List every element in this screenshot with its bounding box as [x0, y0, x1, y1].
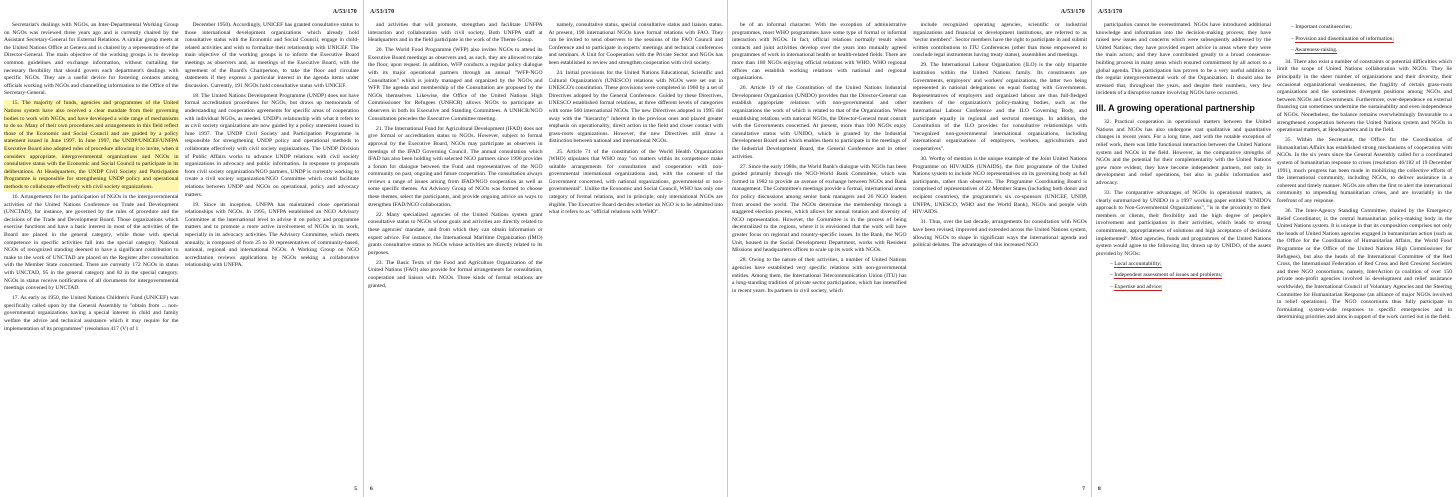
section-heading: III. A growing operational partnership — [1096, 102, 1255, 113]
paragraph: 23. The Basic Texts of the Food and Agriculture Organization of the United Nations (FAO) also provide for formal arrangements for consultation, cooperation and liaison with NGOs. Three kinds of formal relations are granted, — [368, 259, 543, 289]
paragraph: 21. The International Fund for Agricultural Development (IFAD) does not give formal or accreditation status to NGOs. However, subject to formal approval by the Executive Board, NGOs may participate as observers in meetings of the IFAD Governing Council. The annual consultation which IFAD has also been holding with selected NGO partners since 1990 provides a forum for dialogue between the Fund and representatives of the NGO community on past, ongoing and future cooperation. The consultation always reviews a range of issues arising from IFAD/NGO cooperation as well as some specific themes. An Advisory Group of NGOs was formed to choose these themes, select the participants, and provide ongoing advice on ways to strengthen IFAD/NGO collaboration. — [368, 125, 543, 208]
list-item-text: Expertise and advice; — [1114, 284, 1163, 291]
list-item — [1291, 24, 1452, 32]
assets-list-continued — [1277, 24, 1452, 55]
paragraph: participation cannot be overestimated. NGOs have introduced additional knowledge and information into the decision-making process; they have raised new issues and concerns which were subsequently addressed by the United Nations; they have provided expert advice in areas where they were the main actors; and they have contributed greatly to a broad consensus-building process in many areas which ensured commitment by all actors to a global agenda. This participation has proven to be a very useful addition to the regular intergovernmental work of the Organization. It should also be stressed that, throughout the years, and despite their numbers, very few incidents of a disruptive nature involving NGOs have occurred. — [1096, 22, 1271, 97]
paragraph: 34. There also exist a number of constraints or potential difficulties which limit the scope of United Nations collaboration with NGOs. They lie principally in the sheer number of organizations and their diversity, their occasional organizational weaknesses, the fragility of certain grass-roots organizations and the sometimes divergent positions among NGOs and between NGOs and Governments. Furthermore, over-dependence on external financing can sometimes undermine the sustainability and even independence of NGOs. Nonetheless, the balance remains overwhelmingly favourable to a strengthened cooperation between the United Nations system and NGOs in operational matters, at Headquarters and in the field. — [1277, 58, 1452, 134]
list-item — [1110, 284, 1271, 292]
paragraph: 29. The International Labour Organization (ILO) is the only tripartite institution within the United Nations family. Its constituents are Governments, employers' and workers' organizations, the latter two being represented in national delegations on equal footing with Governments. Representatives of employers and organized labour are thus full-fledged members of the organization's policy-making bodies, such as the International Labour Conference and the ILO Governing Body, and participate equally in regional and sectoral meetings. In addition, the Constitution of the ILO provides for consultative relationships with "recognized non-governmental international organizations, including international organizations of employers, workers, agriculturists and cooperatives". — [912, 62, 1087, 152]
assets-list — [1096, 261, 1271, 292]
paragraph: 30. Worthy of mention is the unique example of the Joint United Nations Programme on HIV/AIDS (UNAIDS), the first programme of the United Nations system to include NGO representatives on its governing body as full participants, rather than observers. The Programme Coordinating Board is comprised of representatives of 22 Member States (including both donor and recipient countries), the programme's six co-sponsors (UNICEF, UNDP, UNFPA, UNESCO, WHO and the World Bank), NGOs and people with HIV/AIDS. — [912, 156, 1087, 216]
paragraph: 17. As early as 1950, the United Nations Children's Fund (UNICEF) was specifically called upon by the General Assembly to "obtain from ... non-governmental organizations having a special interest in child and family welfare the advice and technical assistance which it may require for the implementation of its programmes" (resolution 417 (V) of 1 — [4, 295, 179, 332]
column-left — [4, 22, 179, 483]
highlighted-paragraph: 15. The majority of funds, agencies and programmes of the United Nations system have also received a clear mandate from their governing bodies to work with NGOs, and have developed a wide range of mechanisms to do so. Many of their own procedures and arrangements in this field reflect those of the Economic and Social Council and are guided by a policy statement issued in June 1997. In June 1997, the UNDP/UNICEF/UNFPA Executive Board also adopted rules of procedure allowing it to invite, when it considers appropriate, intergovernmental organizations and NGOs in consultative status with the Economic and Social Council to participate in its deliberations. At Headquarters, the UNDP Civil Society and Participation Programme is responsible for strengthening UNDP policy and operational methods to collaborate effectively with civil society organizations. — [4, 100, 179, 190]
page-7 — [728, 0, 1092, 497]
paragraph: 18. The United Nations Development Programme (UNDP) does not have formal accreditation procedures for NGOs, but draws up memoranda of understanding and cooperation agreements for specific areas of cooperation with individual NGOs, as needed. UNDP's relationship with what it refers to as civil society organizations are now guided by a policy statement issued in June 1997. The UNDP Civil Society and Participation Programme is responsible for strengthening UNDP policy and operational methods to collaborate effectively with civil society organizations. The UNDP Division of Public Affairs works to advance UNDP relations with civil society organizations in advocacy and public information. In response to proposals from civil society organization/NGO partners, UNDP is currently working to create a civil society organization/NGO Committee which could facilitate relations between UNDP and NGOs on operational, policy and advocacy matters. — [184, 92, 359, 198]
paragraph: Secretariat's dealings with NGOs, an Inter-Departmental Working Group on NGOs was reviewed three years ago and is currently chaired by the Assistant Secretary-General for External Relations. A similar group meets at the United Nations Office at Geneva and is chaired by a representative of the Director-General. The main objective of the working groups is to develop common guidelines and exchange information, without curtailing the necessary flexibility that should govern each department's dealings with specific NGOs. They are a useful device for fostering contacts among officials working with NGOs and channelling information to the Office of the Secretary-General. — [4, 22, 179, 97]
column-right — [1277, 22, 1452, 483]
page-5 — [0, 0, 364, 497]
page-8 — [1092, 0, 1456, 497]
paragraph: 28. Owing to the nature of their activities, a number of United Nations agencies have established very specific relations with non-governmental entities. Among them, the International Telecommunication Union (ITU) has a long-standing tradition of private sector participation, which has intensified in recent years. Its partners in civil society, which — [732, 257, 907, 294]
paragraph: 31. Thus, over the last decade, arrangements for consultation with NGOs have been revised, improved and extended across the United Nations system, allowing NGOs to shape in significant ways the international agenda and political debates. The advantages of this increased NGO — [912, 219, 1087, 249]
paragraph: 35. Within the Secretariat, the Office for the Coordination of Humanitarian Affairs has established strong mechanisms of cooperation with NGOs. In the six years since the General Assembly called for a coordinated system of humanitarian response to crises (resolution 46/182 of 19 December 1991), much progress has been made in mobilizing the collective efforts of the international community, including NGOs, to deliver assistance in a coherent and timely manner. NGOs are often the first to alert the international community to impending humanitarian crises, and are invariably in the forefront of any response. — [1277, 137, 1452, 204]
paragraph: 22. Many specialized agencies of the United Nations system grant consultative status to NGOs whose goals and activities are directly related to these agencies' mandate, and from which they can obtain information or expert advice. For instance, the International Maritime Organization (IMO) grants consultative status to NGOs whose activities are directly related to its purposes. — [368, 211, 543, 256]
paragraph: 24. Initial provisions for the United Nations Educational, Scientific and Cultural Organization's (UNESCO) relations with NGOs were set out in UNESCO's constitution. These provisions were completed in 1960 by a set of Directives adopted by the General Conference. Guided by these Directives, UNESCO established formal relations, at three different levels of categories with some 560 international NGOs. The new Directives adopted in 1995 did away with the "hierarchy" inherent in the previous ones and placed greater emphasis on operationality, direct action in the field and closer contact with grass-roots organizations. However, the new Directives still draw a distinction between national and international NGOs. — [548, 70, 723, 145]
paragraph: 36. The Inter-Agency Standing Committee, chaired by the Emergency Relief Coordinator, is the central humanitarian policy-making body in the United Nations system. It is unique in that its composition comprises not only the heads of United Nations agencies engaged in humanitarian action (such as the Office for the Coordination of Humanitarian Affairs, the World Food Programme or the Office of the United Nations High Commissioner for Refugees), but also the heads of the International Committee of the Red Cross, the International Federation of Red Cross and Red Crescent Societies and three NGO consortiums, namely, InterAction (a coalition of over 150 private non-profit agencies involved in development and relief assistance worldwide), the International Council of Voluntary Agencies and the Steering Committee for Humanitarian Response (an alliance of major NGOs involved in relief operations). The NGO consortiums thus fully participate in formulating system-wide responses to specific emergencies and in determining priorities and aims in support of the work carried out in the field. — [1277, 208, 1452, 321]
list-item-text: Local accountability; — [1114, 260, 1162, 267]
list-item — [1291, 47, 1452, 55]
list-item — [1110, 272, 1271, 280]
page-number: 5 — [354, 486, 357, 492]
column-left — [368, 22, 543, 483]
list-item — [1291, 36, 1452, 44]
paragraph: and activities that will promote, strengthen and facilitate UNFPA interaction and collaboration with civil society. Both UNFPA staff at Headquarters and in the field participate in the work of the Theme Group. — [368, 22, 543, 44]
paragraph: include recognized operating agencies, scientific or industrial organizations and financial or development institutions, are referred to as "sector members". Sector members have the right to participate in and submit written contributions to ITU Conferences (other than those empowered to conclude legal instruments having treaty status), assemblies and meetings. — [912, 22, 1087, 59]
page-number: 6 — [370, 486, 373, 492]
list-item-text: Provision and dissemination of information; — [1295, 35, 1395, 42]
doc-symbol: A/53/170 — [332, 9, 357, 15]
column-left — [1096, 22, 1271, 483]
paragraph: 16. Arrangements for the participation of NGOs in the intergovernmental activities of the United Nations Conference on Trade and Development (UNCTAD), for instance, are governed by the rules of procedure and the decisions of the Trade and Development Board. Those organizations which exercise functions and have a basic interest in most of the activities of the Board are placed in the general category, while those with special competence in specific activities fall into the special category. National NGOs of recognized standing deemed to have a significant contribution to make to the work of UNCTAD are placed on the Register after consultation with the Member State concerned. There are currently 172 NGOs in status with UNCTAD, 95 in the general category and 82 in the special category. NGOs in status receive notifications of all documents for intergovernmental meetings convened by UNCTAD. — [4, 194, 179, 292]
paragraph: 27. Since the early 1980s, the World Bank's dialogue with NGOs has been guided primarily through the NGO-World Bank Committee, which was formed in 1982 to provide an avenue of exchange between NGOs and Bank management. The Committee's meetings provide a formal, international arena for policy discussions among senior bank managers and 26 NGO leaders from around the world. The NGOs determine the membership through a staggered election process, which allows for annual rotation and diversity of NGO representation. However, the Committee is in the process of being decentralized to the regions, where it is envisioned that the work will have greater focus on regional and country-specific issues. In the Bank, the NGO Unit, housed in the Social Development Department, works with Resident Missions and headquarters offices to scale up its work with NGOs. — [732, 163, 907, 254]
paragraph: December 1950). Accordingly, UNICEF has granted consultative status to those international development organizations which already hold consultative status with the Economic and Social Council, engage in child-related activities and wish to formalize their relationship with UNICEF. The main objective of the working groups is to inform the Executive Board meetings as observers and, as meetings of the Executive Board, with the agreement of the Board's Chairperson, to take the floor and circulate statements if they express a particular interest in the agenda items under discussion. Currently, 191 NGOs hold consultative status with UNICEF. — [184, 22, 359, 89]
doc-symbol: A/53/170 — [1060, 9, 1085, 15]
page-number: 7 — [1082, 486, 1085, 492]
column-left — [732, 22, 907, 483]
paragraph: namely, consultative status, special consultative status and liaison status. At present, 190 international NGOs have formal relations with FAO. They can be invited to send observers to the sessions of the FAO Council and Conference and to participate in experts' meetings and technical conferences and seminars. A Unit for Cooperation with the Private Sector and NGOs has been established to review and strengthen cooperation with civil society. — [548, 22, 723, 66]
paragraph: 19. Since its inception, UNFPA has maintained close operational relationships with NGOs. In 1995, UNFPA established an NGO Advisory Committee at the international level to advise it on policy and programme matters and to promote a more active involvement of NGOs in its work, especially in its advocacy activities. The Advisory Committee, which meets annually, is composed of from 25 to 30 representatives of community-based, national, regional and international NGOs. A Working Group on NGO accreditation reviews applications by NGOs seeking a collaborative relationship with UNFPA. — [184, 201, 359, 269]
paragraph: be of an informal character. With the exception of administrative programmes, most WHO programmes have some type of formal or informal interaction with NGOs. In fact, official relations normally result when contacts and joint activities develop over the years into mutually agreed programmes of work in international health or health-related fields. There are more than 180 NGOs enjoying official relations with WHO. WHO regional offices can establish working relations with national and regional organizations. — [732, 22, 907, 82]
paragraph: 33. The comparative advantages of NGOs in operational matters, as clearly summarized by UNIDO in a 1997 working paper entitled "UNIDO's approach to Non-Governmental Organizations", "is in the proximity to their members or clients, their flexibility and the high degree of people's involvement and participation in their activities, which leads to strong commitments, appropriateness of solutions and high acceptance of decisions implemented". Most agencies, funds and programmes of the United Nations system would agree to the following list, drawn up by UNIDO, of the assets provided by NGOs: — [1096, 190, 1271, 257]
list-item-text: Independent assessment of issues and problems; — [1114, 272, 1223, 279]
paragraph: 25. Article 71 of the constitution of the World Health Organization (WHO) stipulates that WHO may "on matters within its competence make suitable arrangements for consultation and cooperation with non-governmental international organizations and, with the consent of the Government concerned, with national organizations, governmental or non-governmental". Unlike the Economic and Social Council, WHO has only one category of formal relations, and in principle, only international NGOs are eligible. The Executive Board decides whether an NGO is to be admitted into what it refers to as "official relations with WHO". — [548, 148, 723, 216]
list-item-text: Important constituencies; — [1295, 24, 1352, 30]
column-right — [549, 22, 724, 483]
paragraph: 26. Article 19 of the Constitution of the United Nations Industrial Development Organization (UNIDO) provides that the Director-General can establish appropriate relations with non-governmental and other organizations the work of which is related to that of the Organization. When establishing relations with national NGOs, the Director-General must consult with the Governments concerned. At present, more than 100 NGOs enjoy consultative status with UNIDO, which is granted by the Industrial Development Board and which enables them to participate in the meetings of the Industrial Development Board, the General Conference and in other activities. — [732, 85, 907, 160]
doc-symbol: A/53/170 — [370, 9, 395, 15]
list-item-text: Awareness-raising. — [1294, 47, 1338, 54]
doc-symbol: A/53/170 — [1098, 9, 1123, 15]
page-number: 8 — [1098, 486, 1101, 492]
paragraph: 20. The World Food Programme (WFP) also invites NGOs to attend its Executive Board meetings as observers and, as such, they are allowed to take the floor, upon request. In addition, WFP conducts a regular policy dialogue with its major operational partners through an annual "WFP-NGO Consultation" which is jointly managed and organized by the NGOs and WFP. The agenda and membership of the Consultation are proposed by the NGOs themselves. Likewise, the Office of the United Nations High Commissioner for Refugees (UNHCR) allows NGOs to participate as observers in both its Executive and Standing Committees. A UNHCR/NGO Consultation precedes the Executive Committee meeting. — [368, 47, 543, 122]
list-item — [1110, 261, 1271, 269]
page-6 — [364, 0, 728, 497]
paragraph: 32. Practical cooperation in operational matters between the United Nations and NGOs has also undergone vast qualitative and quantitative changes in recent years. For a long time, and with the notable exception of relief work, there was little functional interaction between the United Nations system and NGOs in the field. However, as the comparative strengths of NGOs and the potential for their complementarity with the United Nations grew more evident, they have become independent partners, not only in development and relief operations, but also in public information and advocacy. — [1096, 119, 1271, 186]
column-right — [913, 22, 1088, 483]
column-right — [185, 22, 360, 483]
